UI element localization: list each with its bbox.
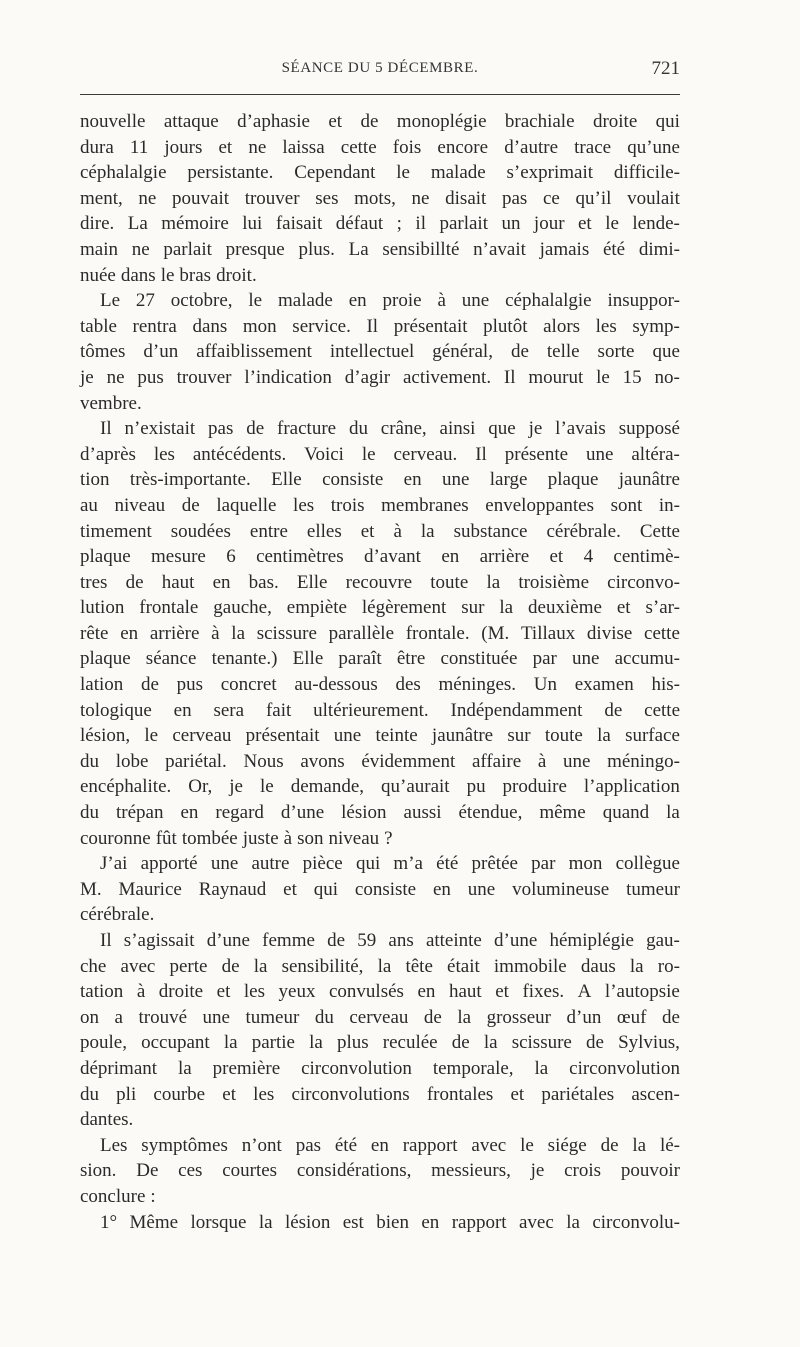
text-line: d’après les antécédents. Voici le cerveau. Il présente une altéra- [80,443,680,465]
text-line: tres de haut en bas. Elle recouvre toute la troisième circonvo- [80,571,680,593]
text-line: M. Maurice Raynaud et qui consiste en une volumineuse tumeur [80,878,680,900]
text-line: déprimant la première circonvolution temporale, la circonvolution [80,1057,680,1079]
text-line: nouvelle attaque d’aphasie et de monoplégie brachiale droite qui [80,111,680,132]
text-line: on a trouvé une tumeur du cerveau de la grosseur d’un œuf de [80,1006,680,1028]
text-line: main ne parlait presque plus. La sensibillté n’avait jamais été dimi- [80,238,680,260]
text-line: table rentra dans mon service. Il présentait plutôt alors les symp- [80,315,680,337]
text-line: plaque mesure 6 centimètres d’avant en arrière et 4 centimè- [80,546,680,568]
text-line: lation de pus concret au-dessous des méninges. Un examen his- [80,674,680,696]
text-line: sion. De ces courtes considérations, messieurs, je crois pouvoir [80,1160,680,1182]
running-title: SÉANCE DU 5 DÉCEMBRE. [281,60,479,76]
text-line: rête en arrière à la scissure parallèle frontale. (M. Tillaux divise cette [80,622,680,644]
text-line: tômes d’un affaiblissement intellectuel général, de telle sorte que [80,341,680,363]
text-line: timement soudées entre elles et à la substance cérébrale. Cette [80,520,680,542]
text-line: dura 11 jours et ne laissa cette fois encore d’autre trace qu’une [80,136,680,158]
text-line: céphalalgie persistante. Cependant le malade s’exprimait difficile- [80,162,680,184]
text-line: tation à droite et les yeux convulsés en haut et fixes. A l’autopsie [80,981,680,1003]
text-line: du trépan en regard d’une lésion aussi étendue, même quand la [80,802,680,824]
text-line: che avec perte de la sensibilité, la tête était immobile daus la ro- [80,955,680,977]
text-line: cérébrale. [80,904,155,926]
page-number: 721 [651,58,680,79]
text-line: Les symptômes n’ont pas été en rapport avec le siége de la lé- [100,1134,680,1156]
text-line: J’ai apporté une autre pièce qui m’a été prêtée par mon collègue [100,853,680,875]
text-line: nuée dans le bras droit. [80,264,257,286]
text-line: encéphalite. Or, je le demande, qu’aurait pu produire l’application [80,776,680,798]
text-line: du lobe pariétal. Nous avons évidemment affaire à une méningo- [80,750,680,772]
text-line: vembre. [80,392,142,414]
text-line: ment, ne pouvait trouver ses mots, ne disait pas ce qu’il voulait [80,187,680,209]
text-line: Le 27 octobre, le malade en proie à une céphalalgie insuppor- [100,290,680,312]
text-line: tion très-importante. Elle consiste en une large plaque jaunâtre [80,469,680,491]
text-line: couronne fût tombée juste à son niveau ? [80,827,393,849]
text-line: tologique en sera fait ultérieurement. Indépendamment de cette [80,699,680,721]
text-line: poule, occupant la partie la plus reculée de la scissure de Sylvius, [80,1032,680,1054]
text-line: du pli courbe et les circonvolutions frontales et pariétales ascen- [80,1083,680,1105]
header-rule [80,94,680,95]
text-line: plaque séance tenante.) Elle paraît être constituée par une accumu- [80,648,680,670]
text-line: au niveau de laquelle les trois membranes enveloppantes sont in- [80,494,680,516]
body-text [80,109,680,1235]
text-line: dire. La mémoire lui faisait défaut ; il parlait un jour et le lende- [80,213,680,235]
running-head [80,60,680,84]
text-line: conclure : [80,1185,156,1207]
text-line: Il s’agissait d’une femme de 59 ans atteinte d’une hémiplégie gau- [100,930,680,951]
text-line: lésion, le cerveau présentait une teinte jaunâtre sur toute la surface [80,725,680,747]
text-line: je ne pus trouver l’indication d’agir activement. Il mourut le 15 no- [80,366,680,388]
text-line: 1° Même lorsque la lésion est bien en rapport avec la circonvolu- [100,1211,680,1233]
text-line: dantes. [80,1109,134,1131]
text-line: Il n’existait pas de fracture du crâne, ainsi que je l’avais supposé [100,418,680,440]
text-line: lution frontale gauche, empiète légèrement sur la deuxième et s’ar- [80,597,680,619]
